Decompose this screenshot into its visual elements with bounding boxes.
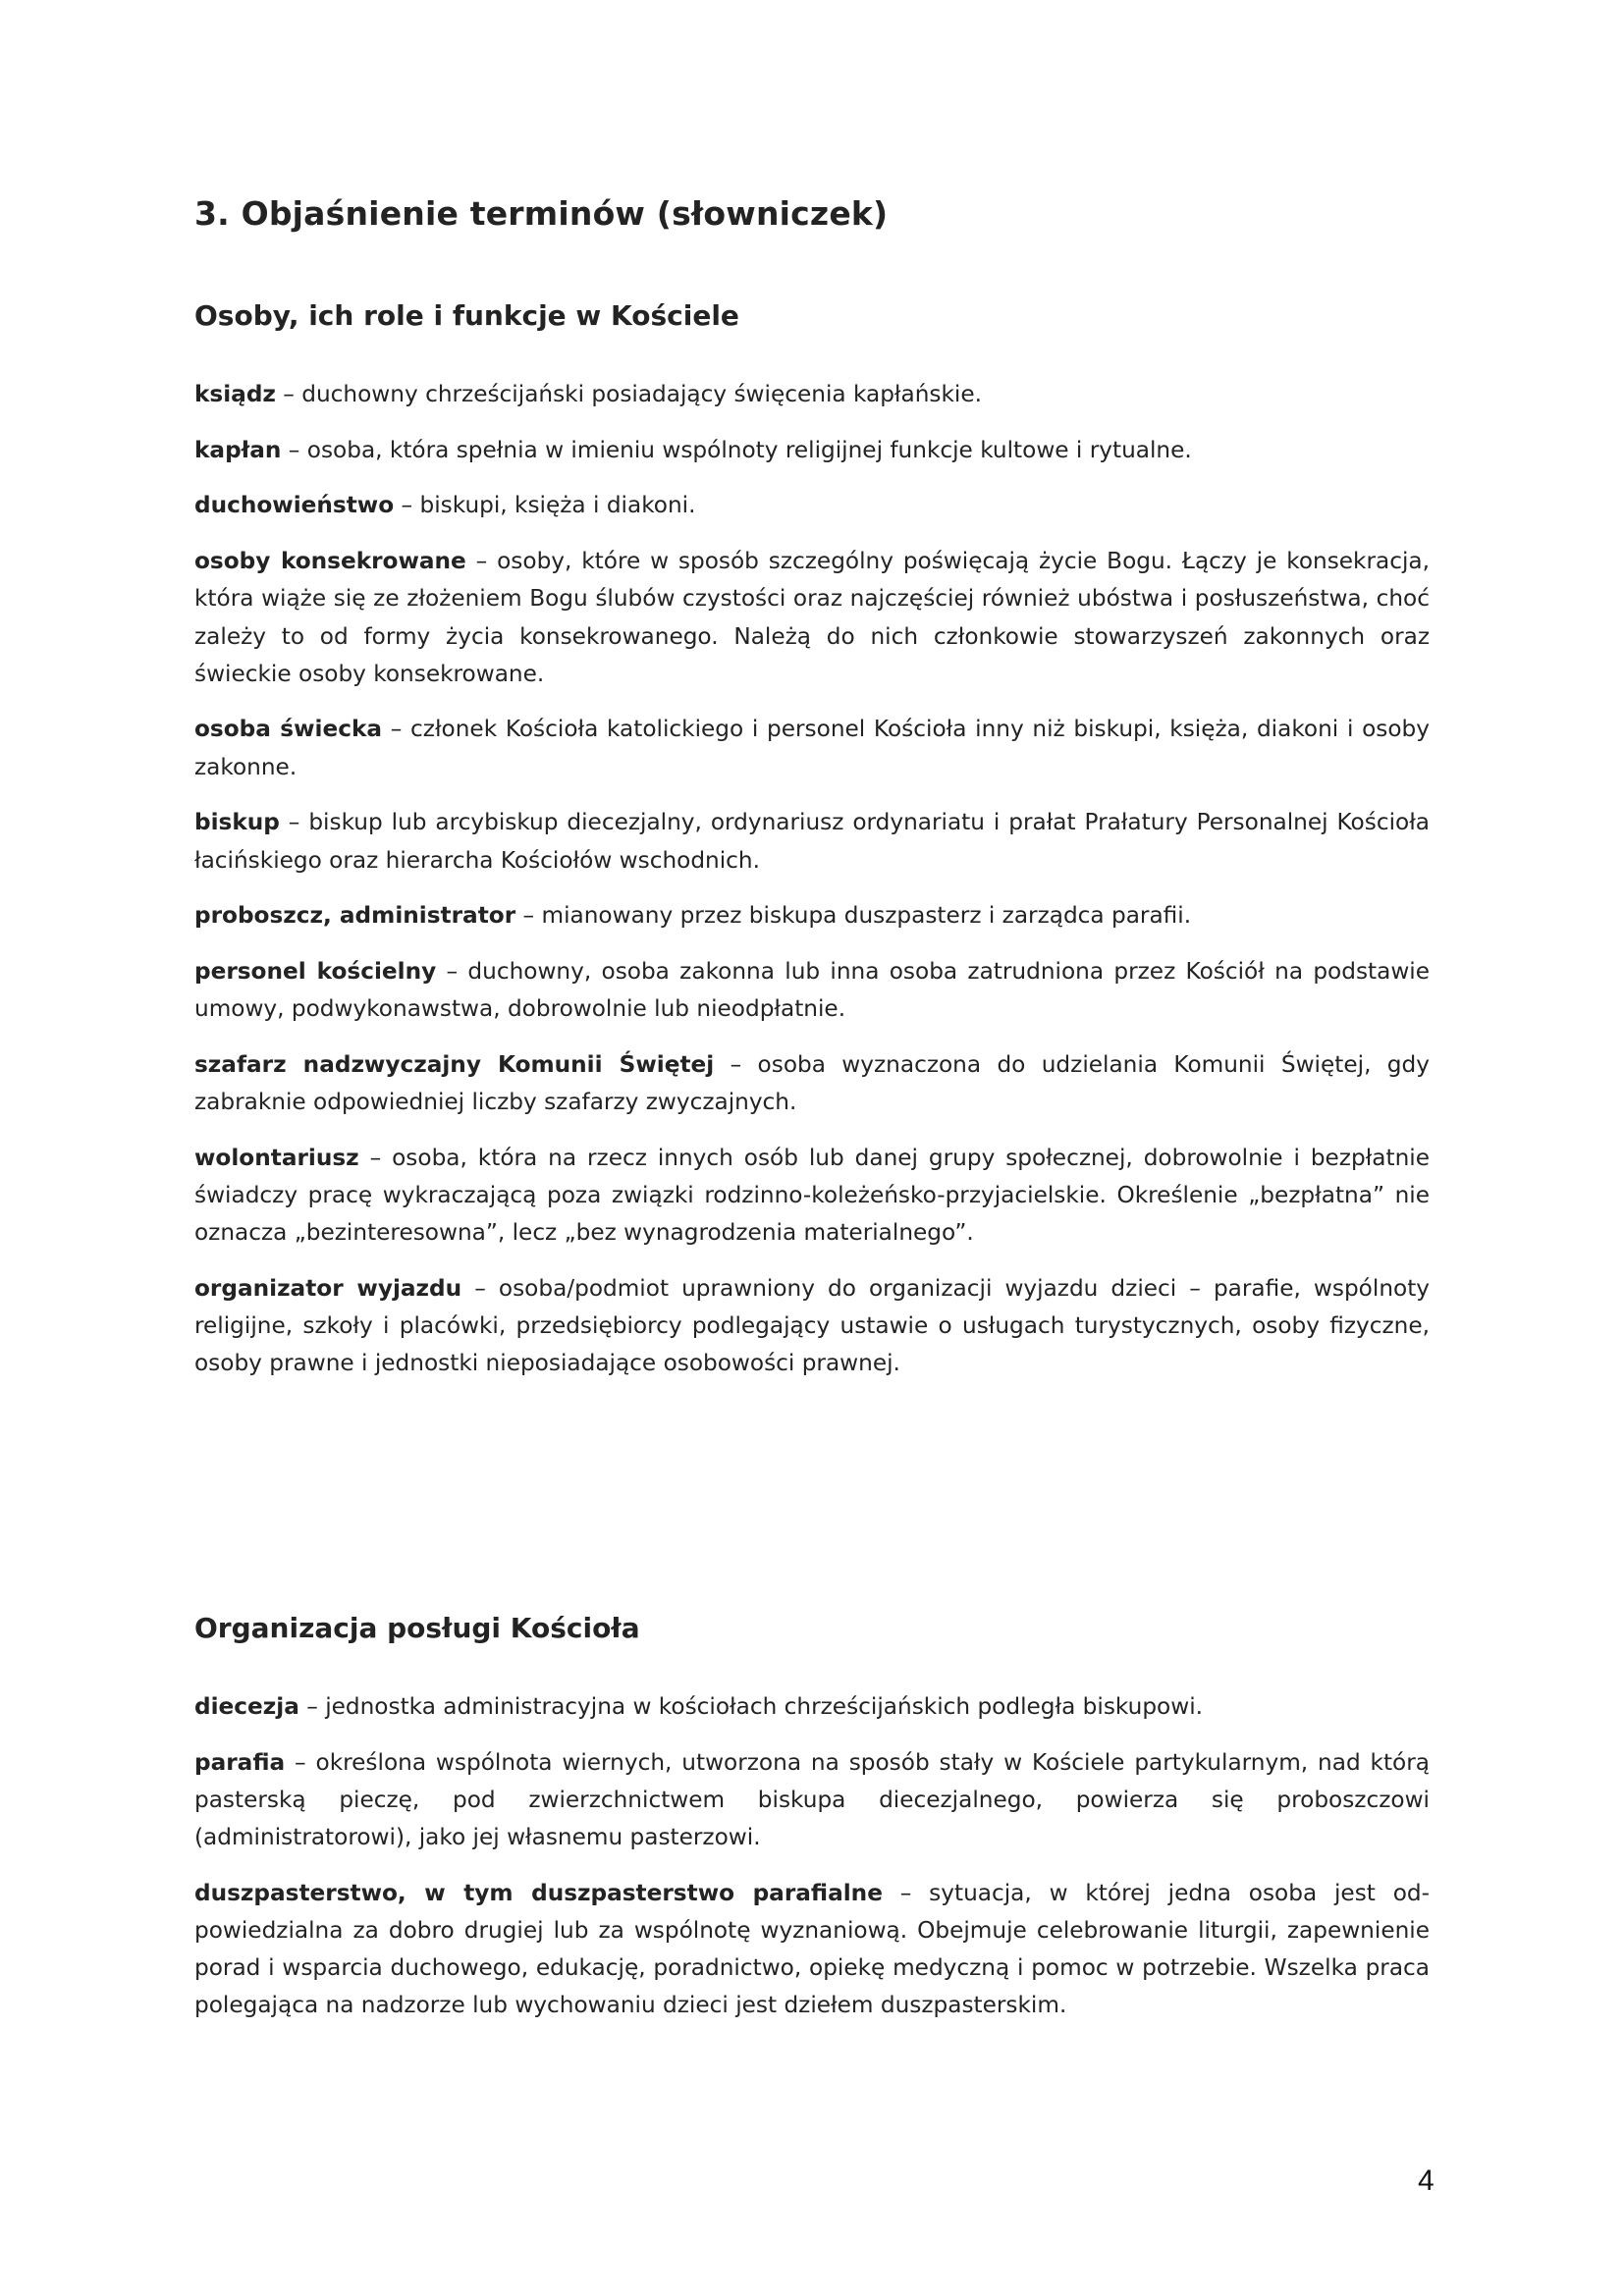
term-separator: – [461, 1274, 499, 1302]
glossary-definition: osoba wyznaczona do udzielania Komunii Świętej, gdy zabraknie odpowiedniej liczby szafarzy zwyczajnych. [194, 1050, 1430, 1116]
term-separator: – [298, 1693, 326, 1720]
glossary-definition: członek Kościoła katolickiego i personel Kościoła inny niż biskupi, księża, diakoni i osoby zakonne. [194, 716, 1430, 780]
section-title-persons-roles: Osoby, ich role i funkcje w Kościele [194, 299, 739, 332]
glossary-term: osoby konsekrowane [194, 548, 466, 575]
glossary-term: kapłan [194, 436, 282, 463]
glossary-entry [194, 804, 1430, 879]
glossary-definition: osoba, która spełnia w imieniu wspólnoty religijnej funkcje kultowe i rytualne. [306, 436, 1192, 463]
term-separator: – [394, 492, 420, 519]
glossary-definition: określona wspólnota wiernych, utworzona na sposób stały w Kościele partykularnym, nad którą pasterską pieczę, pod zwierzchnictwem biskupa diecezjalnego, powierza się proboszczowi (administratorowi), jako jej własnemu pasterzowi. [194, 1748, 1430, 1851]
term-separator: – [281, 436, 307, 463]
glossary-term: biskup [194, 809, 280, 836]
glossary-entry [194, 487, 1430, 524]
glossary-term: wolontariusz [194, 1144, 359, 1171]
glossary-definition: duchowny chrześcijański posiadający święcenia kapłańskie. [301, 381, 982, 407]
glossary-term: duchowieństwo [194, 492, 395, 519]
glossary-definition: mianowany przez biskupa duszpasterz i zarządca parafii. [541, 902, 1192, 930]
glossary-definition: sytuacja, w której jedna osoba jest odpowiedzialna za dobro drugiej lub za wspólnotę wyznaniową. Obejmuje celebrowanie liturgii, zapewnienie porad i wsparcia duchowego, edukację, poradnictwo, opiekę medyczną i pomoc w potrzebie. Wszelka praca polegająca na nadzorze lub wychowaniu dzieci jest dziełem duszpasterskim. [194, 1879, 1430, 2019]
section-title-church-organization: Organizacja posługi Kościoła [194, 1612, 640, 1644]
glossary-section-persons [194, 376, 1430, 1401]
glossary-definition: jednostka administracyjna w kościołach chrześcijańskich podległa biskupowi. [325, 1693, 1204, 1720]
glossary-term: diecezja [194, 1693, 299, 1720]
glossary-term: osoba świecka [194, 716, 383, 743]
term-separator: – [382, 716, 411, 743]
glossary-term: organizator wyjazdu [194, 1274, 462, 1302]
glossary-entry [194, 953, 1430, 1028]
glossary-term: duszpasterstwo, w tym duszpasterstwo parafialne [194, 1879, 883, 1906]
term-separator: – [882, 1879, 930, 1906]
term-separator: – [436, 957, 468, 985]
glossary-definition: osoba/podmiot uprawniony do organizacji wyjazdu dzieci – parafie, wspólnoty religijne, szkoły i placówki, przedsiębiorcy podlegający ustawie o usługach turystycznych, osoby fizyczne, osoby prawne i jednostki nieposiadające osobowości prawnej. [194, 1274, 1431, 1377]
glossary-entry [194, 432, 1430, 469]
glossary-term: proboszcz, administrator [194, 902, 516, 930]
term-separator: – [285, 1748, 316, 1776]
term-separator: – [358, 1144, 393, 1171]
glossary-entry [194, 711, 1430, 785]
glossary-section-organization [194, 1688, 1430, 2043]
glossary-definition: duchowny, osoba zakonna lub inna osoba zatrudniona przez Kościół na podstawie umowy, podwykonawstwa, dobrowolnie lub nieodpłatnie. [194, 957, 1430, 1023]
glossary-definition: osoby, które w sposób szczególny poświęcają życie Bogu. Łączy je konsekracja, która wiąże się ze złożeniem Bogu ślubów czystości oraz najczęściej również ubóstwa i posłuszeństwa, choć zależy to od formy życia konsekrowanego. Należą do nich członkowie stowarzyszeń zakonnych oraz świeckie osoby konsekrowane. [194, 548, 1430, 687]
glossary-entry [194, 543, 1430, 693]
term-separator: – [714, 1050, 758, 1078]
glossary-entry [194, 1744, 1430, 1857]
glossary-entry [194, 1270, 1430, 1383]
page-number: 4 [1418, 2164, 1435, 2197]
glossary-entry [194, 1046, 1430, 1121]
glossary-definition: biskup lub arcybiskup diecezjalny, ordynariusz ordynariatu i prałat Prałatury Personalnej Kościoła łacińskiego oraz hierarcha Kościołów wschodnich. [194, 809, 1430, 874]
glossary-entry [194, 1688, 1430, 1726]
glossary-entry [194, 897, 1430, 934]
term-separator: – [465, 548, 498, 575]
page-title: 3. Objaśnienie terminów (słowniczek) [194, 194, 889, 233]
term-separator: – [275, 381, 302, 407]
term-separator: – [279, 809, 309, 836]
glossary-term: parafia [194, 1748, 286, 1776]
glossary-term: szafarz nadzwyczajny Komunii Świętej [194, 1050, 715, 1078]
glossary-entry [194, 1140, 1430, 1253]
glossary-definition: biskupi, księża i diakoni. [419, 492, 696, 519]
glossary-entry [194, 1875, 1430, 2025]
glossary-term: ksiądz [194, 381, 276, 407]
glossary-entry [194, 376, 1430, 413]
term-separator: – [515, 902, 542, 930]
glossary-definition: osoba, która na rzecz innych osób lub danej grupy społecznej, dobrowolnie i bezpłatnie świadczy pracę wykraczającą poza związki rodzinno-koleżeńsko-przyjacielskie. Określenie „bezpłatna” nie oznacza „bezinteresowna”, lecz „bez wynagrodzenia materialnego”. [194, 1144, 1430, 1247]
glossary-term: personel kościelny [194, 957, 437, 985]
